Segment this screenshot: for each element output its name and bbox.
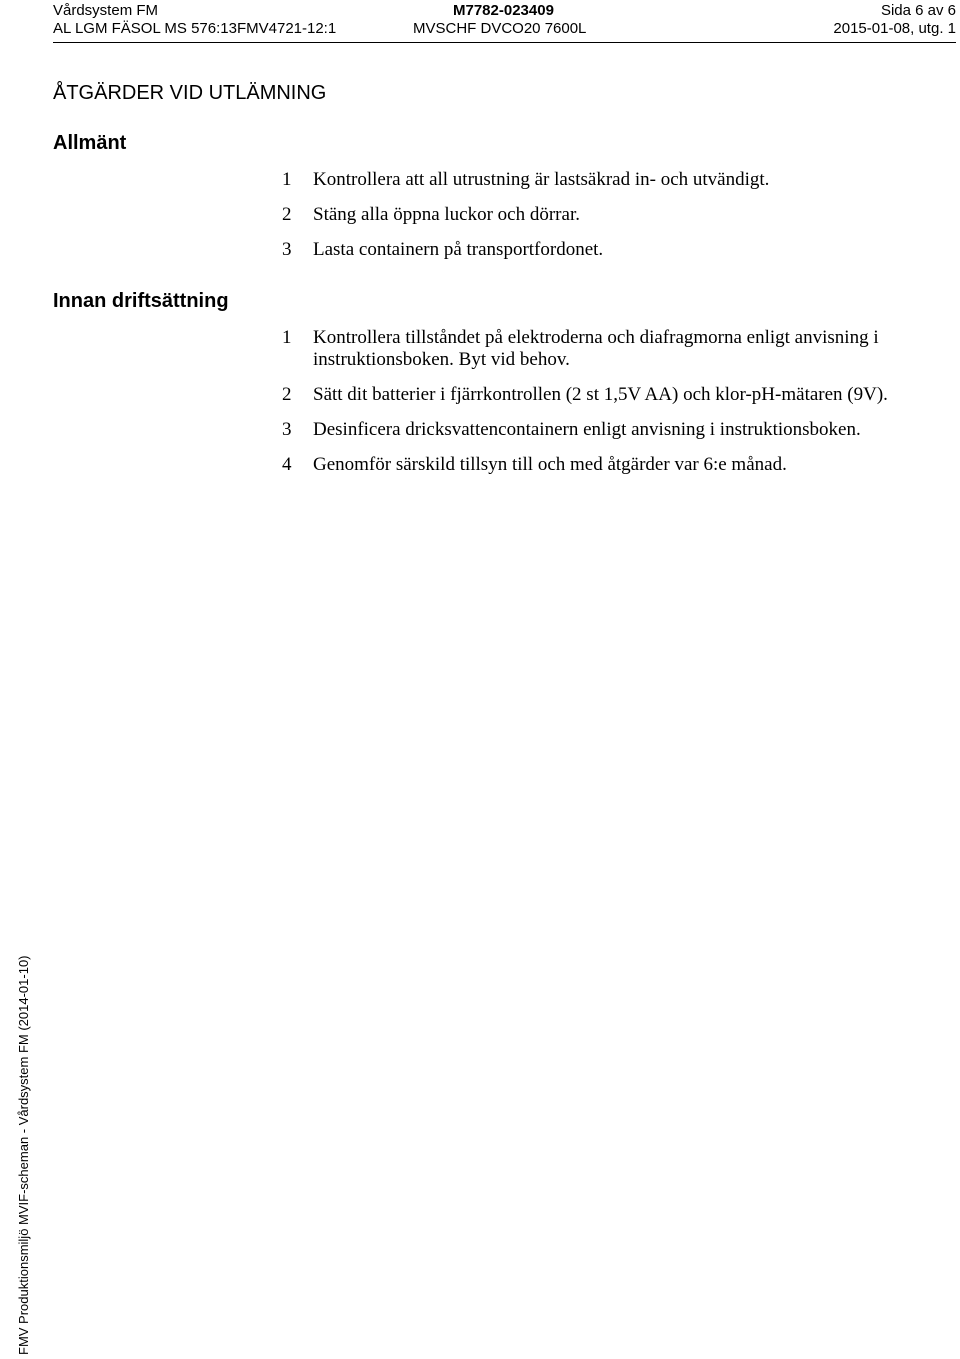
list-item <box>282 169 960 191</box>
header-system-name: Vårdsystem FM <box>53 2 159 19</box>
page-title: ÅTGÄRDER VID UTLÄMNING <box>53 82 327 104</box>
section-heading-allmant: Allmänt <box>53 132 127 154</box>
step-list-allmant <box>282 169 960 274</box>
step-text: Kontrollera att all utrustning är lastsäkrad in- och utvändigt. <box>313 169 770 190</box>
step-text: Stäng alla öppna luckor och dörrar. <box>313 204 580 225</box>
section-heading-innan-driftsattning: Innan driftsättning <box>53 290 229 312</box>
step-number: 3 <box>282 419 292 440</box>
list-item <box>282 419 960 441</box>
header-document-number: M7782-023409 <box>453 2 554 19</box>
header-page-number: Sida 6 av 6 <box>880 2 956 19</box>
step-number: 2 <box>282 384 292 405</box>
list-item <box>282 454 960 476</box>
step-text: Desinficera dricksvattencontainern enligt anvisning i instruktionsboken. <box>313 419 861 440</box>
step-number: 1 <box>282 169 292 190</box>
step-list-innan-driftsattning <box>282 327 960 489</box>
step-text: Genomför särskild tillsyn till och med åtgärder var 6:e månad. <box>313 454 787 475</box>
header-equipment-code: MVSCHF DVCO20 7600L <box>413 20 587 37</box>
step-number: 2 <box>282 204 292 225</box>
step-number: 4 <box>282 454 292 475</box>
step-number: 3 <box>282 239 292 260</box>
list-item <box>282 327 960 371</box>
list-item <box>282 384 960 406</box>
header-divider <box>53 42 956 43</box>
list-item <box>282 204 960 226</box>
step-number: 1 <box>282 327 292 348</box>
template-side-note: FMV Produktionsmiljö MVIF-scheman - Vårdsystem FM (2014-01-10) <box>16 955 31 1355</box>
header-reference: AL LGM FÄSOL MS 576:13FMV4721-12:1 <box>53 20 337 37</box>
step-text: Lasta containern på transportfordonet. <box>313 239 604 260</box>
step-text: Kontrollera tillståndet på elektroderna och diafragmorna enligt anvisning i instruktionsboken. Byt vid behov. <box>313 327 879 370</box>
list-item <box>282 239 960 261</box>
header-date-edition: 2015-01-08, utg. 1 <box>833 20 956 37</box>
step-text: Sätt dit batterier i fjärrkontrollen (2 st 1,5V AA) och klor-pH-mätaren (9V). <box>313 384 888 405</box>
